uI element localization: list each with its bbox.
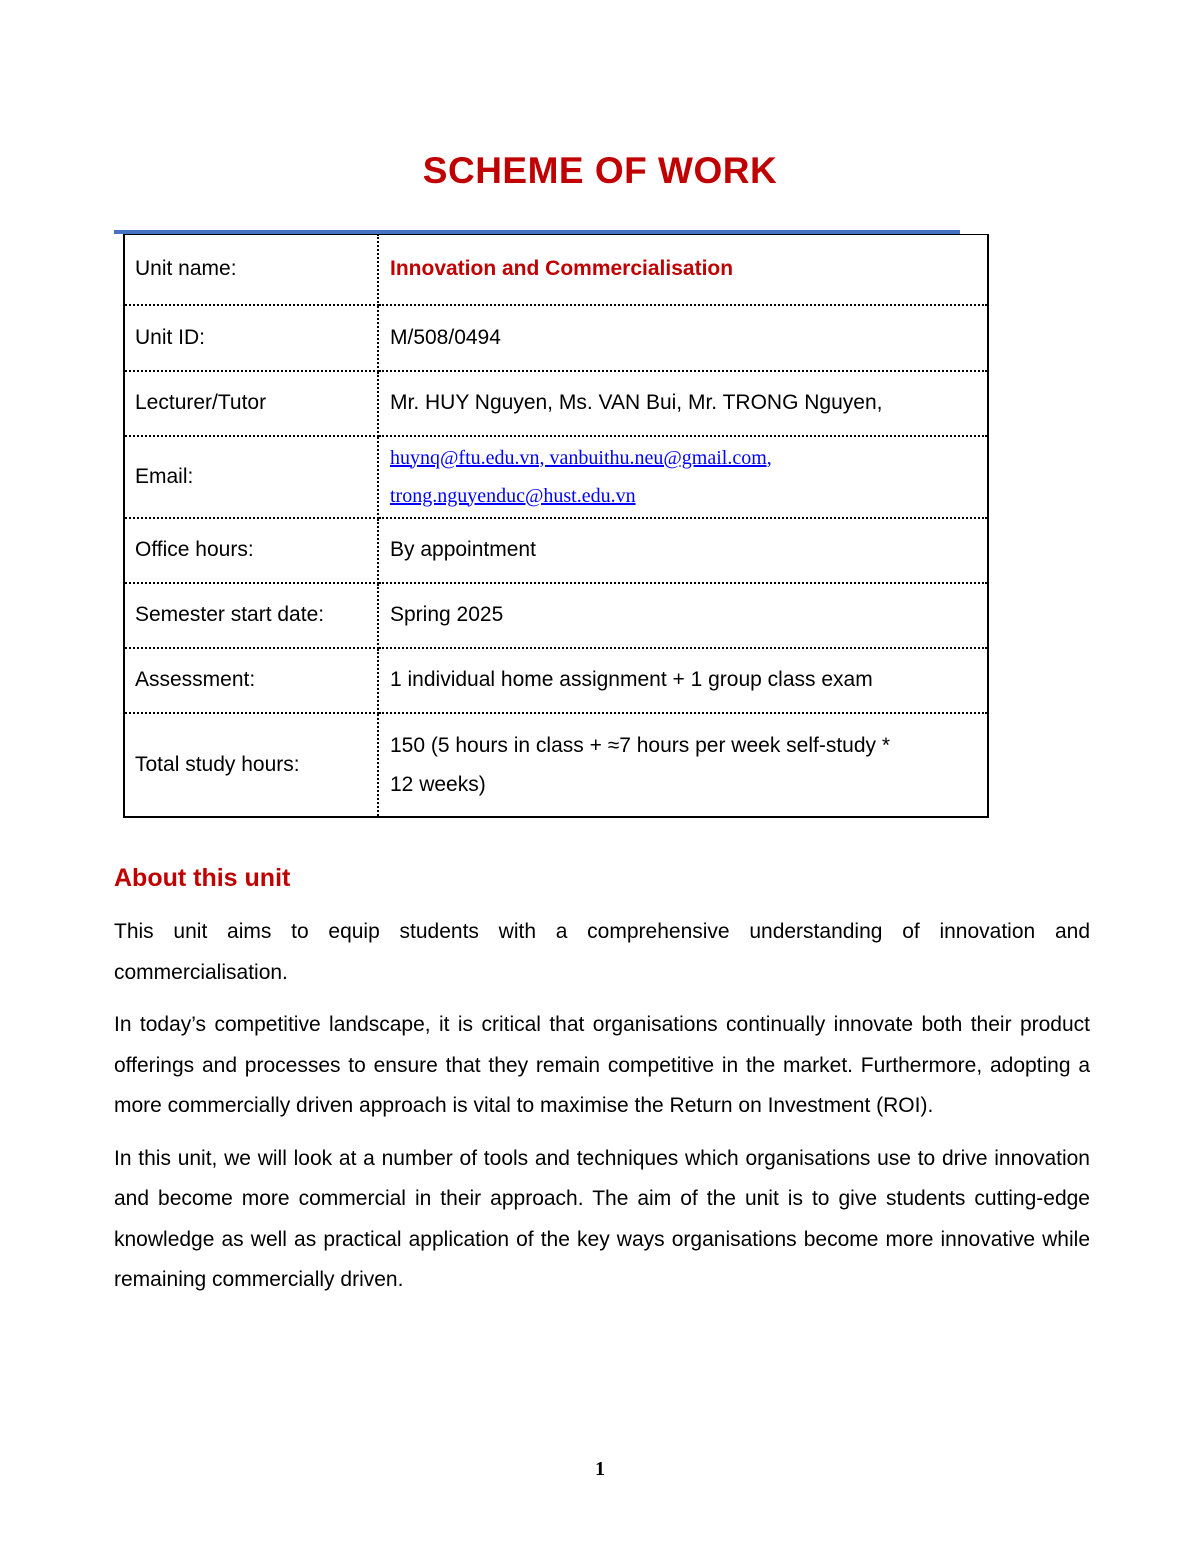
study-hours-line2: 12 weeks) bbox=[390, 772, 486, 796]
semester-value: Spring 2025 bbox=[378, 583, 988, 648]
lecturer-label: Lecturer/Tutor bbox=[124, 371, 378, 436]
email-label: Email: bbox=[124, 436, 378, 518]
table-row-study-hours bbox=[124, 713, 988, 817]
unit-name-label: Unit name: bbox=[124, 235, 378, 305]
unit-id-label: Unit ID: bbox=[124, 305, 378, 371]
assessment-value: 1 individual home assignment + 1 group class exam bbox=[378, 648, 988, 713]
unit-id-value: M/508/0494 bbox=[378, 305, 988, 371]
table-row-email bbox=[124, 436, 988, 518]
lecturer-value: Mr. HUY Nguyen, Ms. VAN Bui, Mr. TRONG Nguyen, bbox=[378, 371, 988, 436]
page-number: 1 bbox=[595, 1458, 605, 1480]
email-value bbox=[378, 436, 988, 518]
semester-label: Semester start date: bbox=[124, 583, 378, 648]
email-link-line1[interactable]: huynq@ftu.edu.vn, vanbuithu.neu@gmail.com, bbox=[390, 446, 772, 469]
unit-name-value: Innovation and Commercialisation bbox=[378, 235, 988, 305]
table-row-assessment bbox=[124, 648, 988, 713]
table-row-semester bbox=[124, 583, 988, 648]
study-hours-value bbox=[378, 713, 988, 817]
about-body bbox=[114, 912, 1090, 1313]
table-row-unit-id bbox=[124, 305, 988, 371]
email-link-line2[interactable]: trong.nguyenduc@hust.edu.vn bbox=[390, 484, 636, 507]
assessment-label: Assessment: bbox=[124, 648, 378, 713]
study-hours-label: Total study hours: bbox=[124, 713, 378, 817]
office-hours-label: Office hours: bbox=[124, 518, 378, 583]
table-row-lecturer bbox=[124, 371, 988, 436]
unit-info-table bbox=[123, 234, 989, 818]
document-title: SCHEME OF WORK bbox=[422, 150, 778, 191]
about-paragraph-3: In this unit, we will look at a number of tools and techniques which organisations use to drive innovation and become more commercial in their approach. The aim of the unit is to give students cutting-edge knowledge as well as practical application of the key ways organisations become more innovative while remaining commercially driven. bbox=[114, 1146, 1090, 1291]
office-hours-value: By appointment bbox=[378, 518, 988, 583]
table-row-unit-name bbox=[124, 235, 988, 305]
study-hours-line1: 150 (5 hours in class + ≈7 hours per week self-study * bbox=[390, 733, 891, 757]
about-paragraph-1: This unit aims to equip students with a comprehensive understanding of innovation and commercialisation. bbox=[114, 920, 1090, 984]
table-row-office-hours bbox=[124, 518, 988, 583]
about-paragraph-2: In today’s competitive landscape, it is critical that organisations continually innovate both their product offerings and processes to ensure that they remain competitive in the market. Furthermore, adopting a more commercially driven approach is vital to maximise the Return on Investment (ROI). bbox=[114, 1013, 1090, 1117]
about-heading: About this unit bbox=[114, 864, 291, 892]
